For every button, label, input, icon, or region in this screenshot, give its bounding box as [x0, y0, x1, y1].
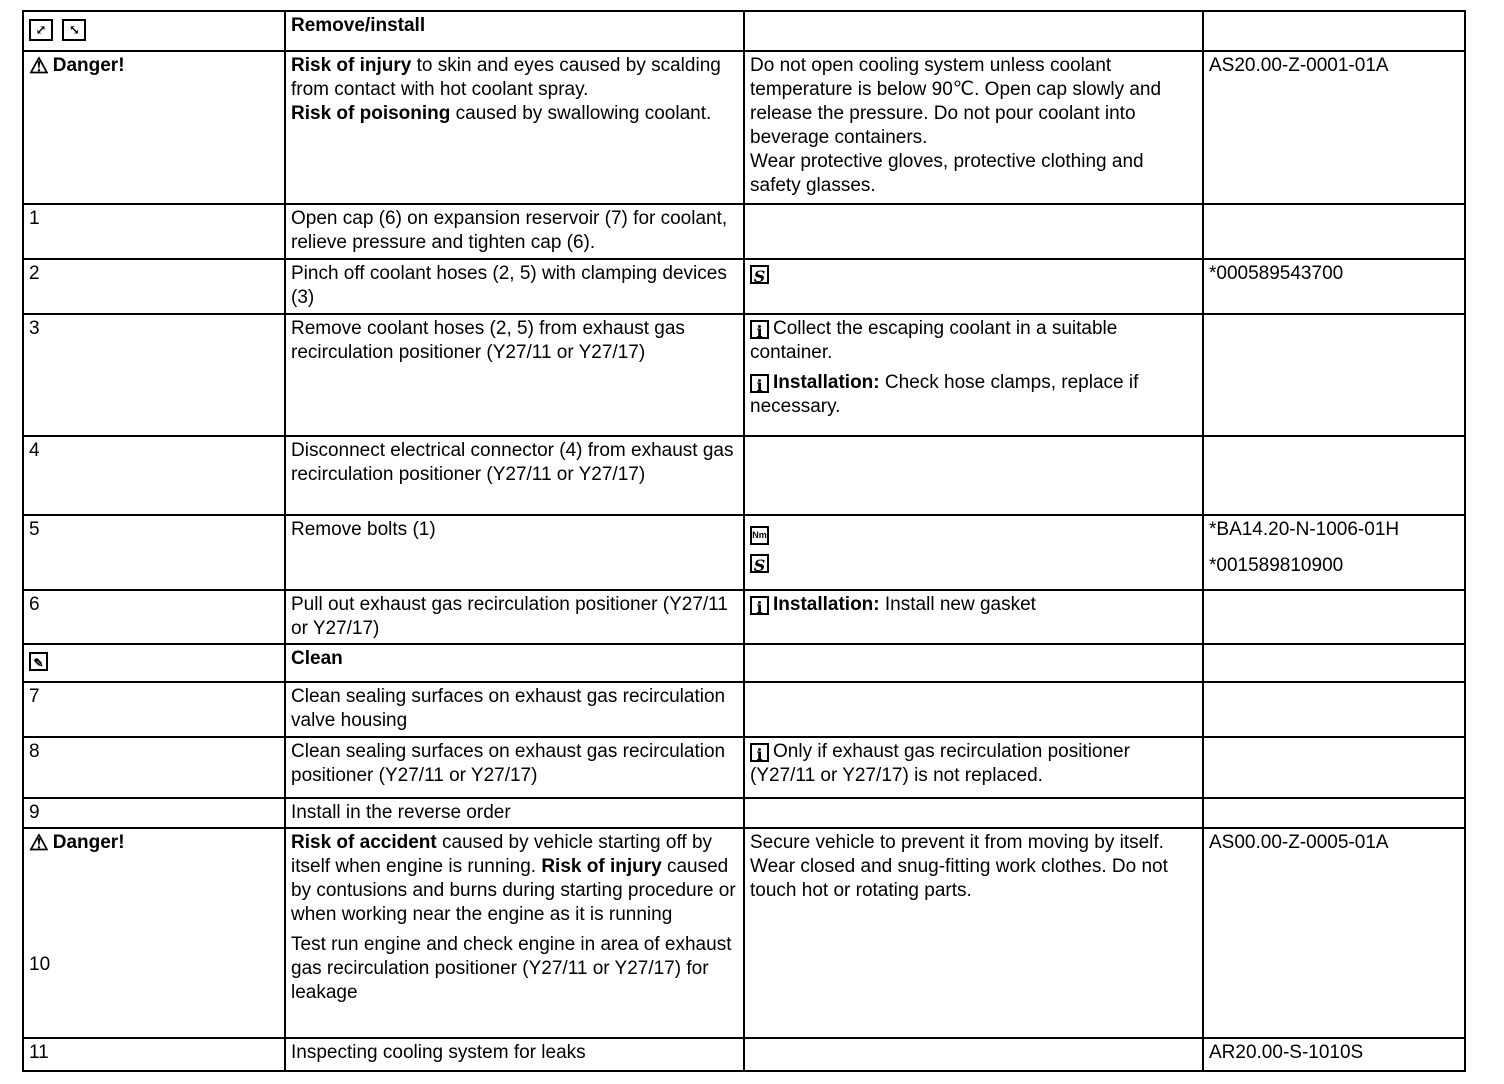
table-cell [744, 259, 1203, 314]
table-row [23, 259, 1465, 314]
info-icon: i [750, 374, 769, 393]
cell-text: Wear closed and snug-fitting work clothes. Do not touch hot or rotating parts. [750, 856, 1168, 901]
table-cell [744, 644, 1203, 682]
doc-reference[interactable]: AS20.00-Z-0001-01A [1203, 51, 1465, 204]
table-row [23, 590, 1465, 644]
table-cell [1203, 737, 1465, 798]
table-row [23, 682, 1465, 737]
cell-text: Collect the escaping coolant in a suitable container. [750, 318, 1118, 363]
table-row [23, 737, 1465, 798]
table-cell [1203, 798, 1465, 828]
table-cell [1203, 644, 1465, 682]
info-icon: i [750, 320, 769, 339]
tool-reference[interactable]: *000589543700 [1203, 259, 1465, 314]
table-cell: 6 [23, 590, 285, 644]
table-cell: 8 [23, 737, 285, 798]
cell-text: Clean [291, 648, 343, 669]
table-cell [744, 204, 1203, 259]
cell-text [29, 832, 125, 853]
table-cell [744, 11, 1203, 51]
table-cell: Open cap (6) on expansion reservoir (7) for coolant, relieve pressure and tighten cap (6). [285, 204, 744, 259]
cell-text: to skin and eyes caused by scalding from contact with hot coolant spray. [291, 55, 721, 100]
header-row [23, 11, 1465, 51]
table-cell: 2 [23, 259, 285, 314]
table-cell: 1 [23, 204, 285, 259]
info-icon: i [750, 743, 769, 762]
action-title: Remove/install [291, 15, 426, 36]
cell-text: caused by vehicle starting off by itself when engine is running. [291, 832, 713, 877]
table-cell: 3 [23, 314, 285, 436]
table-cell: Pinch off coolant hoses (2, 5) with clamping devices (3) [285, 259, 744, 314]
table-row [23, 515, 1465, 590]
special-tool-icon[interactable]: S [750, 554, 769, 573]
procedure-table [22, 10, 1466, 1072]
danger-row [23, 51, 1465, 204]
table-cell [744, 436, 1203, 515]
cell-text: Risk of poisoning [291, 103, 451, 124]
table-cell [744, 314, 1203, 436]
table-cell [23, 51, 285, 204]
cell-text [750, 317, 1198, 365]
table-cell [285, 51, 744, 204]
torque-reference[interactable]: *BA14.20-N-1006-01H [1209, 519, 1400, 540]
cell-text: Risk of injury [291, 55, 412, 76]
cell-text: Installation: [773, 594, 880, 615]
danger-row [23, 828, 1465, 1038]
table-cell: 7 [23, 682, 285, 737]
doc-reference[interactable]: AR20.00-S-1010S [1203, 1038, 1465, 1071]
table-cell: Remove bolts (1) [285, 515, 744, 590]
table-cell: Pull out exhaust gas recirculation positioner (Y27/11 or Y27/17) [285, 590, 744, 644]
table-cell [1203, 11, 1465, 51]
cell-text: Check hose clamps, replace if necessary. [750, 372, 1139, 417]
cell-text [29, 55, 125, 76]
warning-icon: ⚠ [29, 830, 49, 855]
table-cell [23, 644, 285, 682]
cell-text [750, 551, 1198, 575]
table-cell [23, 828, 285, 1038]
table-row [23, 1038, 1465, 1071]
cell-text: Installation: [773, 372, 880, 393]
cell-text [750, 371, 1198, 419]
table-cell [1203, 682, 1465, 737]
cell-text: Risk of accident [291, 832, 437, 853]
collapse-icon: ⤡ [62, 19, 86, 41]
table-cell [744, 1038, 1203, 1071]
info-icon: i [750, 596, 769, 615]
tool-reference[interactable]: *001589810900 [1209, 555, 1344, 576]
table-cell: 11 [23, 1038, 285, 1071]
cell-text: Wear protective gloves, protective clothing and safety glasses. [750, 151, 1144, 196]
section-row [23, 644, 1465, 682]
table-cell: Disconnect electrical connector (4) from exhaust gas recirculation positioner (Y27/11 or Y27/17) [285, 436, 744, 515]
table-cell [285, 828, 744, 1038]
table-cell [744, 590, 1203, 644]
table-cell: Remove coolant hoses (2, 5) from exhaust gas recirculation positioner (Y27/11 or Y27/17) [285, 314, 744, 436]
table-cell [285, 644, 744, 682]
special-tool-icon[interactable]: S [750, 265, 769, 284]
table-row [23, 314, 1465, 436]
table-cell: Inspecting cooling system for leaks [285, 1038, 744, 1071]
cell-text: Install new gasket [879, 594, 1036, 615]
table-cell [1203, 314, 1465, 436]
table-row [23, 436, 1465, 515]
warning-icon: ⚠ [29, 53, 49, 78]
table-cell [744, 828, 1203, 1038]
cell-text: Danger! [52, 832, 125, 853]
cell-text: caused by swallowing coolant. [450, 103, 712, 124]
table-cell: 9 [23, 798, 285, 828]
table-cell [744, 51, 1203, 204]
table-cell [1203, 436, 1465, 515]
table-cell [744, 737, 1203, 798]
table-cell: Clean sealing surfaces on exhaust gas recirculation valve housing [285, 682, 744, 737]
table-cell [1203, 515, 1465, 590]
table-cell: 4 [23, 436, 285, 515]
table-cell [23, 11, 285, 51]
cell-text: 10 [29, 954, 51, 975]
cell-text [750, 518, 1198, 545]
cell-text: Test run engine and check engine in area of exhaust gas recirculation positioner (Y27/11 or Y27/17) for leakage [291, 934, 732, 1003]
table-row [23, 204, 1465, 259]
table-cell: 5 [23, 515, 285, 590]
table-cell: Install in the reverse order [285, 798, 744, 828]
doc-reference[interactable]: AS00.00-Z-0005-01A [1203, 828, 1465, 1038]
table-cell [744, 798, 1203, 828]
table-cell [1203, 590, 1465, 644]
cell-text: Risk of injury [541, 856, 662, 877]
clean-icon: ✎ [29, 652, 48, 671]
cell-text: caused by contusions and burns during starting procedure or when working near the engine as it is running [291, 856, 736, 925]
expand-icon: ⤢ [29, 19, 53, 41]
table-cell: Clean sealing surfaces on exhaust gas recirculation positioner (Y27/11 or Y27/17) [285, 737, 744, 798]
table-cell [1203, 204, 1465, 259]
danger-note: Do not open cooling system unless coolant temperature is below 90℃. Open cap slowly and release the pressure. Do not pour coolant into beverage containers. [750, 55, 1162, 148]
table-cell [744, 682, 1203, 737]
table-cell [285, 11, 744, 51]
table-cell [744, 515, 1203, 590]
cell-text: Secure vehicle to prevent it from moving by itself. [750, 832, 1164, 853]
torque-icon[interactable]: Nm [750, 526, 769, 545]
danger-label: Danger! [52, 55, 125, 76]
cell-text: Only if exhaust gas recirculation positioner (Y27/11 or Y27/17) is not replaced. [750, 741, 1130, 786]
table-row [23, 798, 1465, 828]
